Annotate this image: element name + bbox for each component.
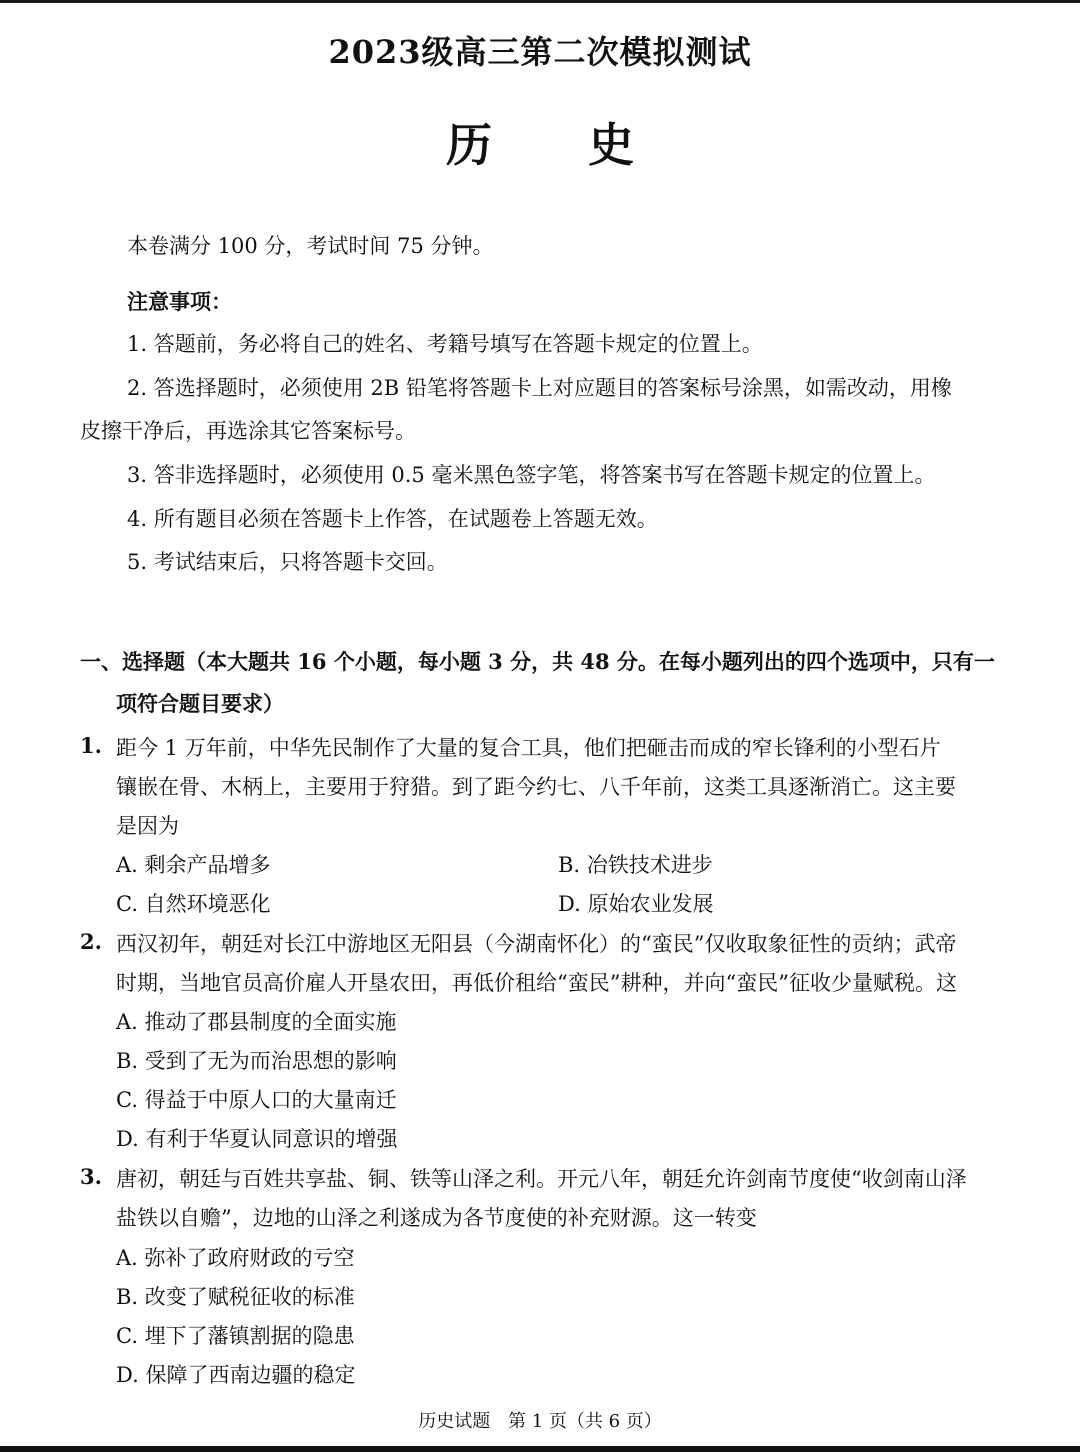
- exam-title: 2023级高三第二次模拟测试: [328, 33, 752, 71]
- question-number: 3.: [80, 1164, 102, 1189]
- option-b: B. 改变了赋税征收的标准: [116, 1285, 355, 1309]
- note-item: 3. 答非选择题时，必须使用 0.5 毫米黑色签字笔，将答案书写在答题卡规定的位置上。: [127, 463, 936, 487]
- question-text: 唐初，朝廷与百姓共享盐、铜、铁等山泽之利。开元八年，朝廷允许剑南节度使“收剑南山泽: [116, 1167, 967, 1191]
- option-c: C. 自然环境恶化: [116, 892, 271, 916]
- question-number: 1.: [80, 733, 102, 758]
- question-text: 盐铁以自赡”，边地的山泽之利遂成为各节度使的补充财源。这一转变: [116, 1206, 757, 1230]
- note-item: 4. 所有题目必须在答题卡上作答，在试题卷上答题无效。: [127, 507, 658, 531]
- note-item: 2. 答选择题时，必须使用 2B 铅笔将答题卡上对应题目的答案标号涂黑，如需改动，用橡: [127, 376, 952, 400]
- question-number: 2.: [80, 929, 102, 954]
- exam-intro: 本卷满分 100 分，考试时间 75 分钟。: [127, 234, 494, 258]
- option-d: D. 保障了西南边疆的稳定: [116, 1363, 356, 1387]
- footer-subject: 历史试题: [418, 1411, 491, 1432]
- question-text: 是因为: [116, 814, 179, 838]
- question-text: 距今 1 万年前，中华先民制作了大量的复合工具，他们把砸击而成的窄长锋利的小型石片: [116, 736, 941, 760]
- question-text: 西汉初年，朝廷对长江中游地区无阳县（今湖南怀化）的“蛮民”仅收取象征性的贡纳；武帝: [116, 932, 957, 956]
- option-a: A. 弥补了政府财政的亏空: [116, 1246, 355, 1270]
- subject-title: 历 史: [445, 118, 674, 172]
- section-heading-line1: 一、选择题（本大题共 16 个小题，每小题 3 分，共 48 分。在每小题列出的四个选项中，只有一: [80, 649, 995, 674]
- option-c: C. 得益于中原人口的大量南迁: [116, 1088, 397, 1112]
- note-item: 1. 答题前，务必将自己的姓名、考籍号填写在答题卡规定的位置上。: [127, 332, 763, 356]
- footer-page-number: 第 1 页（共 6 页）: [507, 1411, 662, 1432]
- question-text: 时期，当地官员高价雇人开垦农田，再低价租给“蛮民”耕种，并向“蛮民”征收少量赋税。这: [116, 971, 957, 995]
- note-item: 5. 考试结束后，只将答题卡交回。: [127, 550, 448, 574]
- option-b: B. 冶铁技术进步: [558, 853, 713, 877]
- option-d: D. 原始农业发展: [558, 892, 714, 916]
- option-c: C. 埋下了藩镇割据的隐患: [116, 1324, 355, 1348]
- option-a: A. 推动了郡县制度的全面实施: [116, 1010, 397, 1034]
- question-text: 镶嵌在骨、木柄上，主要用于狩猎。到了距今约七、八千年前，这类工具逐渐消亡。这主要: [116, 775, 956, 799]
- page-footer: [0, 1407, 1080, 1433]
- section-heading-line2: 项符合题目要求）: [116, 691, 284, 716]
- option-d: D. 有利于华夏认同意识的增强: [116, 1127, 398, 1151]
- option-b: B. 受到了无为而治思想的影响: [116, 1049, 397, 1073]
- option-a: A. 剩余产品增多: [116, 853, 271, 877]
- note-item-continued: 皮擦干净后，再选涂其它答案标号。: [80, 419, 416, 443]
- notes-heading: 注意事项：: [127, 289, 232, 314]
